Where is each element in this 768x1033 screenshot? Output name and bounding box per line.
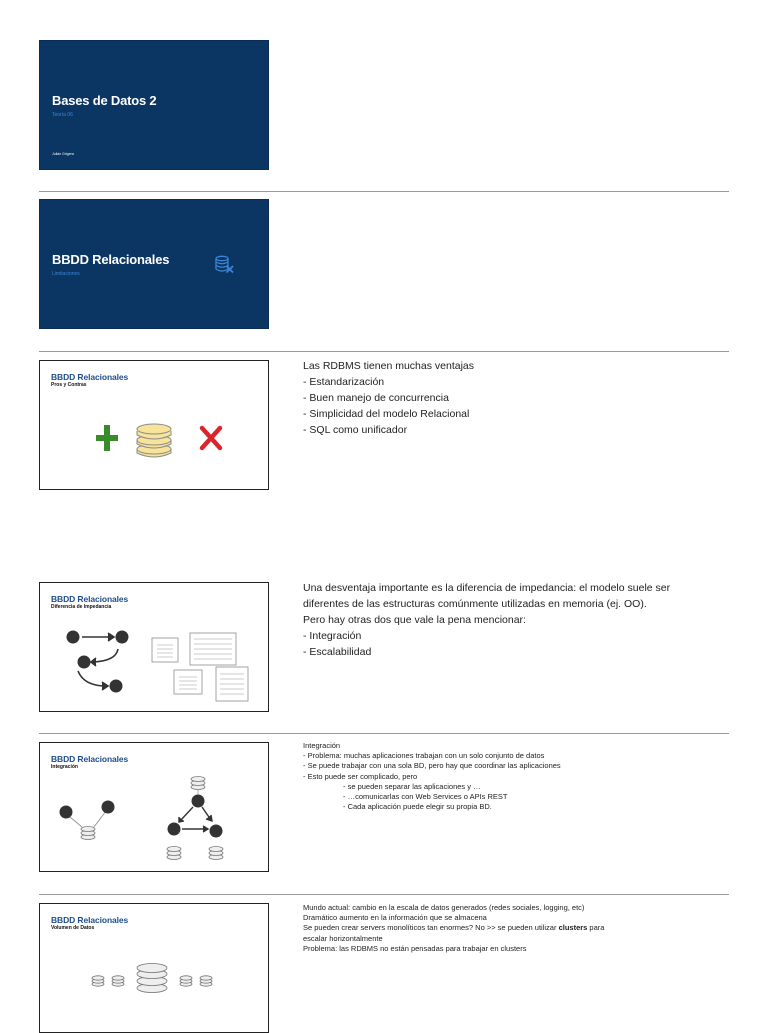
slide-2-title: BBDD Relacionales xyxy=(52,252,170,267)
shared-database-diagram xyxy=(58,799,118,845)
slide-5-notes xyxy=(303,741,561,812)
slide-3-thumbnail xyxy=(39,360,269,490)
divider xyxy=(39,351,729,352)
note-line: Dramático aumento en la información que se almacena xyxy=(303,913,487,923)
slide-3-subtitle: Pros y Contras xyxy=(51,382,87,388)
slide-6-thumbnail xyxy=(39,903,269,1033)
divider xyxy=(39,894,729,895)
slide-4-title: BBDD Relacionales xyxy=(51,594,129,604)
slide-1-thumbnail xyxy=(39,40,269,170)
slide-2-thumbnail xyxy=(39,199,269,329)
note-line: Las RDBMS tienen muchas ventajas xyxy=(303,360,474,372)
slide-3-title: BBDD Relacionales xyxy=(51,372,129,382)
slide-2-subtitle: Limitaciones xyxy=(52,271,80,277)
note-text: Se pueden crear servers monolíticos tan enormes? No >> se pueden utilizar xyxy=(303,923,559,933)
note-line: - SQL como unificador xyxy=(303,424,408,436)
divider xyxy=(39,733,729,734)
note-line: - Integración xyxy=(303,630,362,642)
note-line: - Simplicidad del modelo Relacional xyxy=(303,408,470,420)
slide-4-subtitle: Diferencia de Impedancia xyxy=(51,604,112,610)
slide-5-thumbnail xyxy=(39,742,269,872)
note-line xyxy=(303,923,604,933)
note-line: - Esto puede ser complicado, pero xyxy=(303,771,418,781)
slide-6-notes xyxy=(303,903,604,954)
separate-databases-diagram xyxy=(160,773,230,865)
divider xyxy=(39,191,729,192)
note-line: escalar horizontalmente xyxy=(303,933,383,943)
object-graph-icon xyxy=(64,625,134,697)
cluster-databases-icon xyxy=(90,962,214,996)
note-line: - Cada aplicación puede elegir su propia BD. xyxy=(343,802,492,812)
slide-6-subtitle: Volumen de Datos xyxy=(51,925,95,931)
slide-1-author: Julián Grigera xyxy=(52,152,74,156)
note-line: Problema: las RDBMS no están pensadas para trabajar en clusters xyxy=(303,943,527,953)
slide-6-title: BBDD Relacionales xyxy=(51,915,129,925)
slide-1-subtitle: Teoría 06 xyxy=(52,112,73,118)
table-grid-icon xyxy=(152,633,252,701)
note-line: - Buen manejo de concurrencia xyxy=(303,392,449,404)
note-line: - se pueden separar las aplicaciones y … xyxy=(343,781,481,791)
slide-4-thumbnail xyxy=(39,582,269,712)
note-line: Pero hay otras dos que vale la pena mencionar: xyxy=(303,614,526,626)
note-line: Una desventaja importante es la diferencia de impedancia: el modelo suele ser xyxy=(303,582,671,594)
slide-1-title: Bases de Datos 2 xyxy=(52,93,157,108)
note-line: - Estandarización xyxy=(303,376,385,388)
x-mark-icon xyxy=(200,426,222,450)
note-line: - Se puede trabajar con una sola BD, pero hay que coordinar las aplicaciones xyxy=(303,761,561,771)
slide-5-title: BBDD Relacionales xyxy=(51,754,129,764)
note-line: Integración xyxy=(303,741,341,750)
slide-5-subtitle: Integración xyxy=(51,764,78,770)
note-line: - Problema: muchas aplicaciones trabajan con un solo conjunto de datos xyxy=(303,751,545,761)
database-x-icon xyxy=(214,255,236,275)
note-text: para xyxy=(587,923,605,933)
slide-3-notes xyxy=(303,358,474,438)
note-line: Mundo actual: cambio en la escala de datos generados (redes sociales, logging, etc) xyxy=(303,903,585,912)
note-line: diferentes de las estructuras comúnmente utilizadas en memoria (ej. OO). xyxy=(303,598,647,610)
note-line: - …comunicarlas con Web Services o APIs REST xyxy=(343,792,508,802)
slide-4-notes xyxy=(303,580,670,660)
plus-icon xyxy=(96,425,118,451)
note-line: - Escalabilidad xyxy=(303,646,372,658)
note-bold-text: clusters xyxy=(558,923,588,933)
database-icon xyxy=(135,421,173,459)
